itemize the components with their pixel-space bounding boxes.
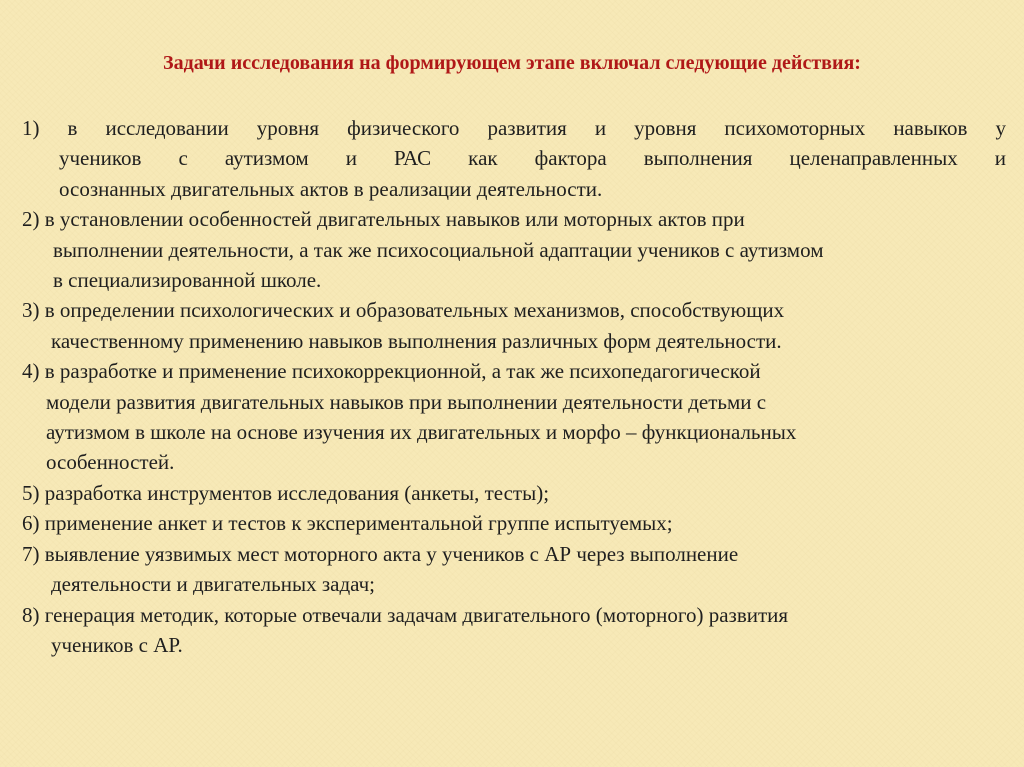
list-item-line: особенностей. <box>46 450 175 475</box>
list-item <box>22 478 1006 508</box>
list-item-line: аутизмом в школе на основе изучения их двигательных и морфо – функциональных <box>46 420 797 445</box>
list-item-line: 4) в разработке и применение психокоррекционной, а так же психопедагогической <box>22 359 761 384</box>
slide-title: Задачи исследования на формирующем этапе включал следующие действия: <box>163 52 861 74</box>
list-item-line: 3) в определении психологических и образовательных механизмов, способствующих <box>22 298 785 323</box>
list-item <box>22 600 1006 661</box>
list-item-line: учеников с аутизмом и РАС как фактора выполнения целенаправленных и <box>59 146 1006 171</box>
list-item-line: осознанных двигательных актов в реализации деятельности. <box>59 176 603 201</box>
list-item-line: деятельности и двигательных задач; <box>51 572 376 597</box>
list-item <box>22 508 1006 538</box>
list-item-line: 1) в исследовании уровня физического развития и уровня психомоторных навыков у <box>22 116 1006 140</box>
list-item-line: учеников с АР. <box>51 632 183 657</box>
list-item <box>22 539 1006 600</box>
list-item-line: 7) выявление уязвимых мест моторного акта у учеников с АР через выполнение <box>22 541 739 566</box>
list-item-line: 6) применение анкет и тестов к экспериментальной группе испытуемых; <box>22 511 673 536</box>
task-list <box>22 113 1006 660</box>
list-item <box>22 113 1006 204</box>
list-item-line: модели развития двигательных навыков при выполнении деятельности детьми с <box>46 389 767 414</box>
list-item-line: 5) разработка инструментов исследования (анкеты, тесты); <box>22 480 550 505</box>
list-item-line: выполнении деятельности, а так же психосоциальной адаптации учеников с аутизмом <box>53 237 824 262</box>
list-item <box>22 204 1006 295</box>
list-item-line: качественному применению навыков выполнения различных форм деятельности. <box>51 328 782 353</box>
list-item-line: 8) генерация методик, которые отвечали задачам двигательного (моторного) развития <box>22 602 789 627</box>
list-item <box>22 295 1006 356</box>
list-item-line: в специализированной школе. <box>53 268 322 293</box>
list-item <box>22 356 1006 478</box>
list-item-line: 2) в установлении особенностей двигательных навыков или моторных актов при <box>22 207 745 232</box>
